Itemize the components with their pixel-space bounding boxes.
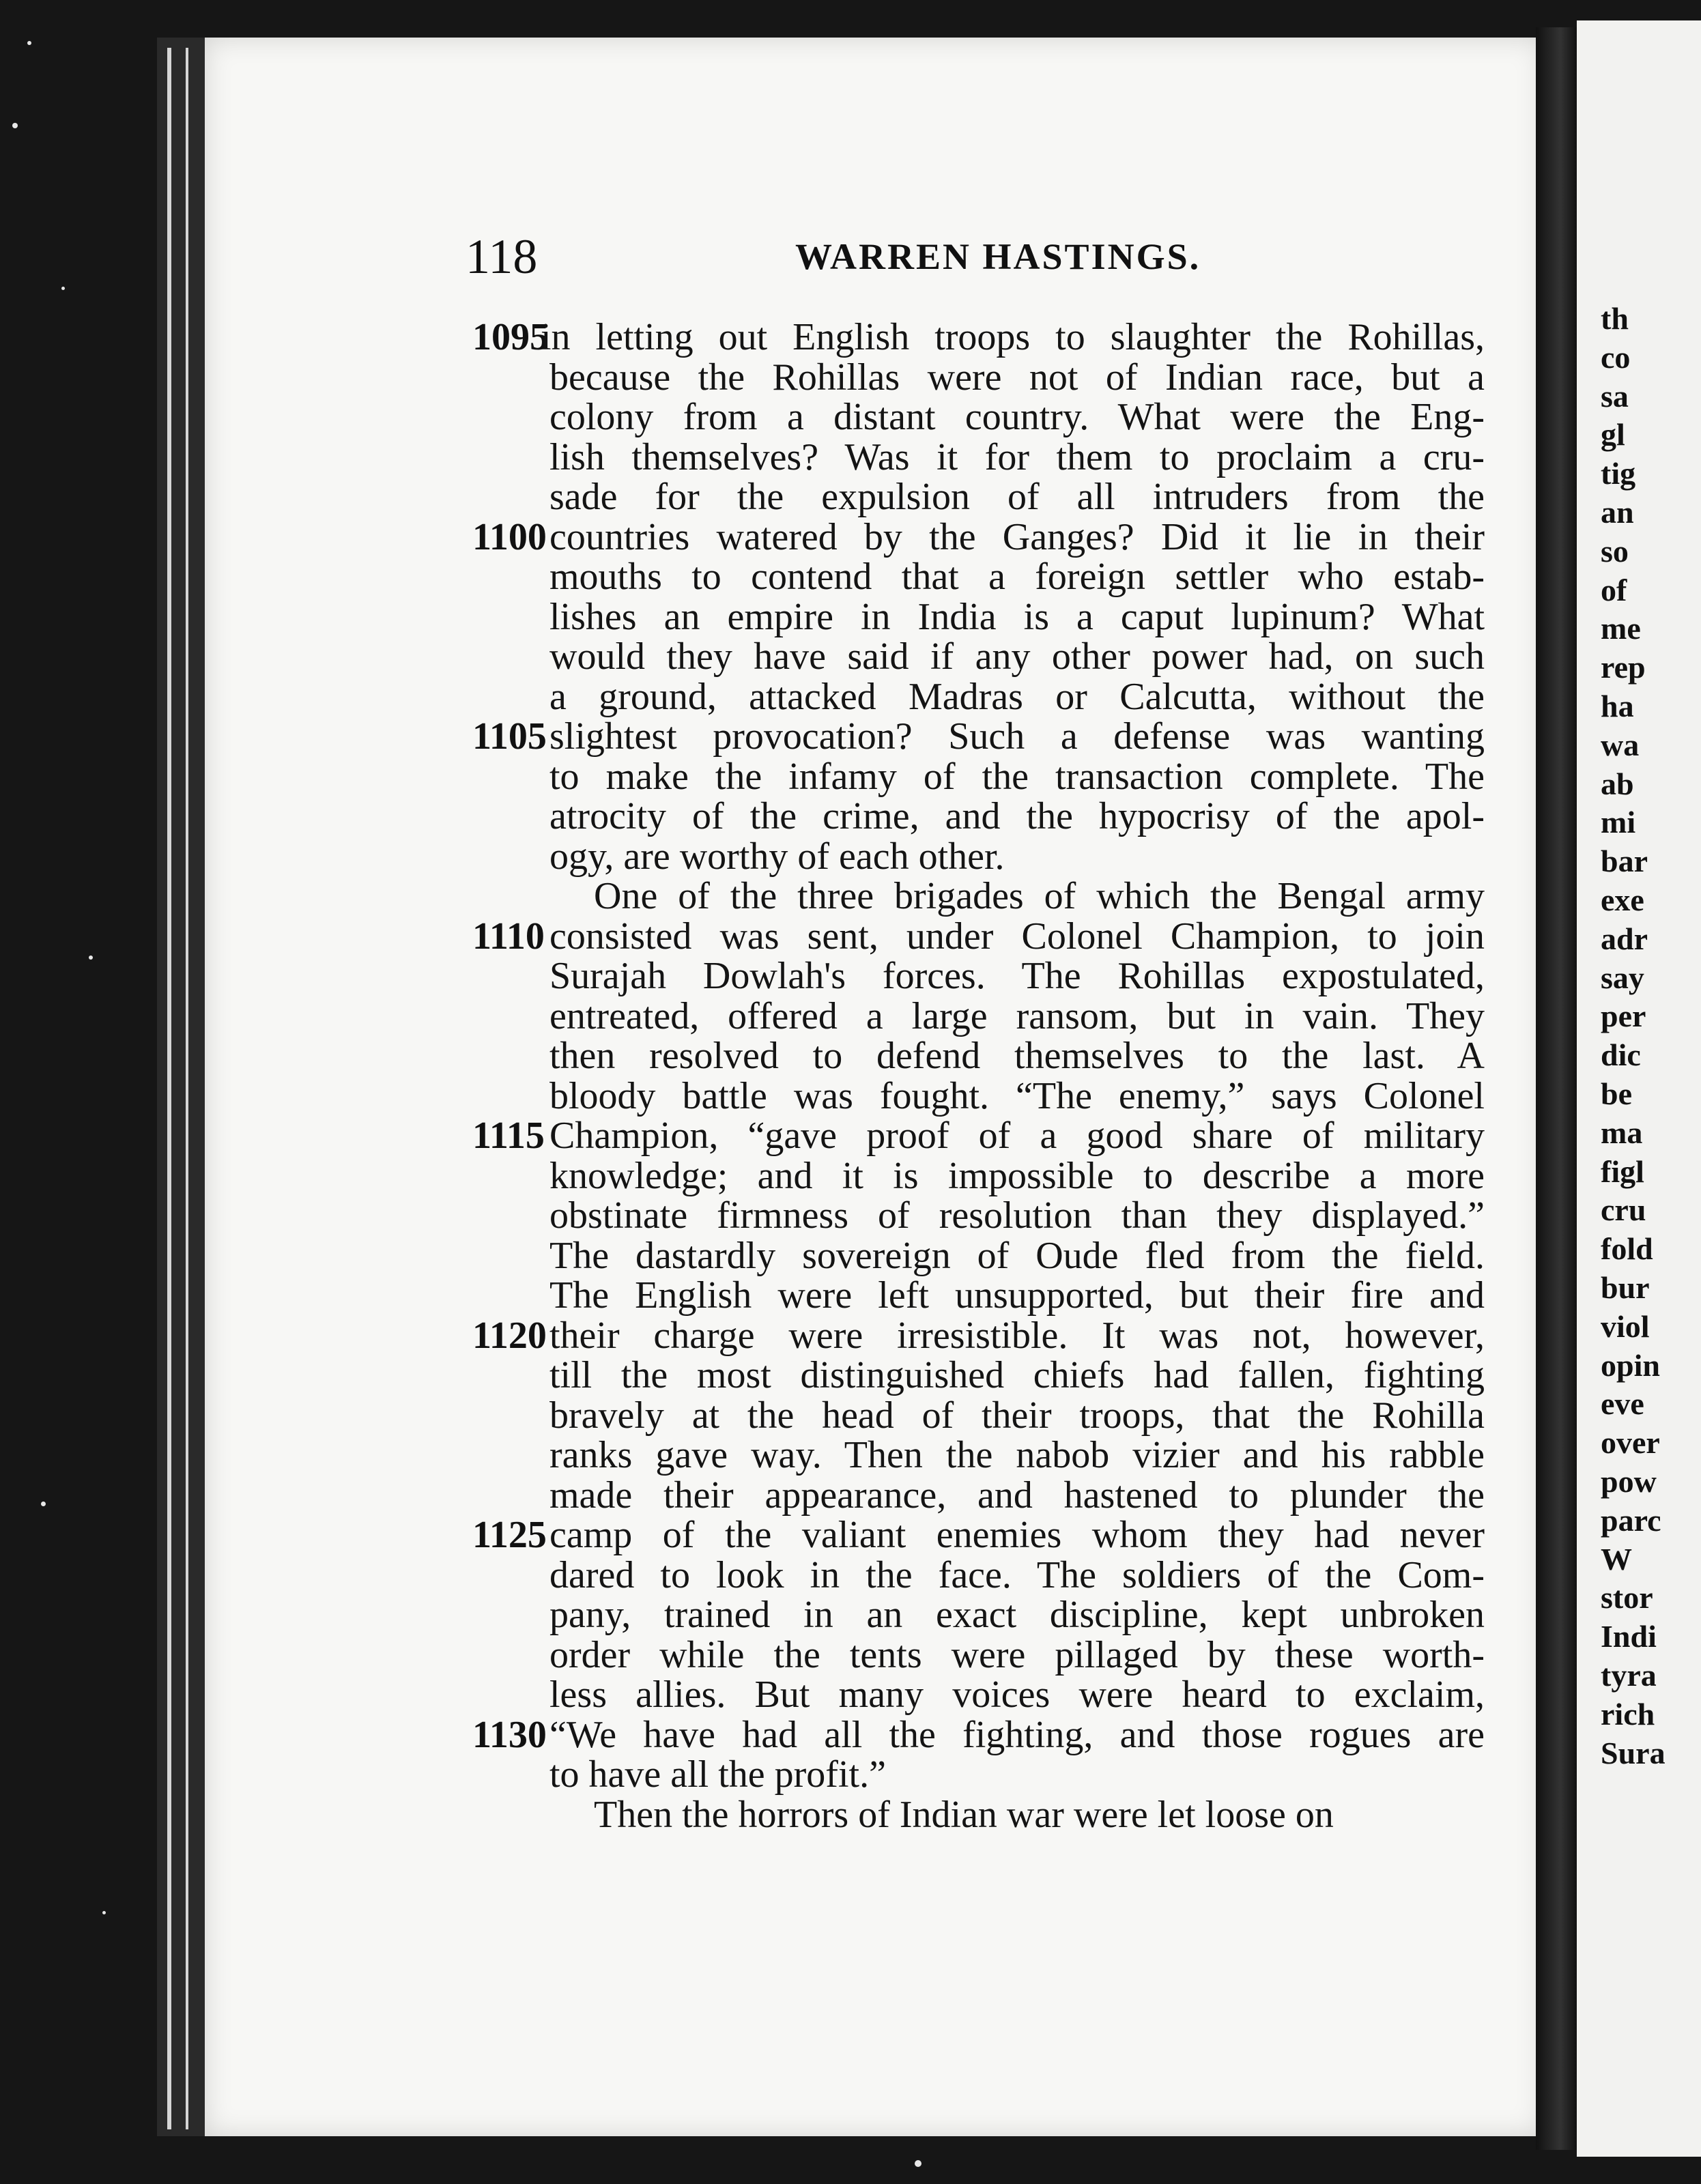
text-line: The English were left unsupported, but their fire and	[549, 1274, 1485, 1317]
scan-speck	[12, 123, 18, 128]
text-line: to have all the profit.”	[549, 1753, 886, 1796]
adjacent-page	[1577, 20, 1701, 2157]
text-line: One of the three brigades of which the Bengal army	[594, 875, 1485, 917]
text-line: then resolved to defend themselves to the last. A	[549, 1035, 1485, 1077]
line-number: 1100	[472, 516, 547, 558]
text-line: ranks gave way. Then the nabob vizier and his rabble	[549, 1434, 1485, 1476]
text-line: atrocity of the crime, and the hypocrisy of the apol-	[549, 795, 1485, 837]
adjacent-page-fragment: cru	[1601, 1192, 1646, 1227]
scan-speck	[915, 2160, 921, 2167]
adjacent-page-fragment: tyra	[1601, 1658, 1657, 1693]
adjacent-page-fragment: an	[1601, 495, 1634, 530]
adjacent-page-fragment: th	[1601, 301, 1629, 336]
binding-edge-line	[167, 48, 171, 2129]
adjacent-page-fragment: bar	[1601, 844, 1648, 878]
text-line: pany, trained in an exact discipline, kept unbroken	[549, 1594, 1485, 1636]
adjacent-page-fragment: wa	[1601, 728, 1640, 762]
text-line: to make the infamy of the transaction complete. The	[549, 756, 1485, 798]
text-line: countries watered by the Ganges? Did it lie in their	[549, 516, 1485, 558]
adjacent-page-fragment: rep	[1601, 650, 1646, 685]
adjacent-page-fragment: so	[1601, 534, 1629, 569]
text-line: a ground, attacked Madras or Calcutta, without the	[549, 676, 1485, 718]
adjacent-page-fragment: Indi	[1601, 1619, 1657, 1654]
text-line: bloody battle was fought. “The enemy,” says Colonel	[549, 1075, 1485, 1117]
adjacent-page-fragment: co	[1601, 340, 1631, 375]
text-line: entreated, offered a large ransom, but in vain. They	[549, 995, 1485, 1037]
scan-speck	[102, 1911, 106, 1914]
text-line: ogy, are worthy of each other.	[549, 835, 1005, 878]
text-line: sade for the expulsion of all intruders from the	[549, 476, 1485, 518]
adjacent-page-fragment: viol	[1601, 1309, 1650, 1344]
text-line: less allies. But many voices were heard to exclaim,	[549, 1673, 1485, 1716]
text-line: Then the horrors of Indian war were let loose on	[594, 1794, 1334, 1836]
line-number: 1120	[472, 1314, 547, 1357]
book-binding	[157, 38, 205, 2136]
text-line: would they have said if any other power had, on such	[549, 635, 1485, 678]
line-number: 1130	[472, 1714, 547, 1756]
adjacent-page-fragment: exe	[1601, 882, 1644, 917]
line-number: 1095	[472, 316, 549, 358]
adjacent-page-fragment: pow	[1601, 1464, 1657, 1499]
text-line: order while the tents were pillaged by these worth-	[549, 1634, 1485, 1676]
adjacent-page-fragment: per	[1601, 998, 1646, 1033]
adjacent-page-fragment: rich	[1601, 1697, 1655, 1732]
adjacent-page-fragment: eve	[1601, 1386, 1644, 1421]
adjacent-page-fragment: figl	[1601, 1154, 1644, 1189]
adjacent-page-fragment: over	[1601, 1425, 1660, 1460]
adjacent-page-fragment: tig	[1601, 456, 1636, 491]
adjacent-page-fragment: stor	[1601, 1580, 1653, 1615]
adjacent-page-fragment: gl	[1601, 417, 1625, 452]
adjacent-page-fragment: sa	[1601, 379, 1629, 414]
line-number: 1110	[472, 915, 545, 958]
adjacent-page-fragment: W	[1601, 1542, 1632, 1577]
page-number: 118	[466, 229, 538, 284]
text-line: camp of the valiant enemies whom they had never	[549, 1514, 1485, 1556]
adjacent-page-fragment: of	[1601, 573, 1627, 607]
line-number: 1105	[472, 715, 547, 758]
adjacent-page-fragment: opin	[1601, 1348, 1660, 1383]
text-line: consisted was sent, under Colonel Champion, to join	[549, 915, 1485, 958]
text-line: made their appearance, and hastened to plunder the	[549, 1474, 1485, 1517]
text-line: knowledge; and it is impossible to describe a more	[549, 1155, 1485, 1197]
adjacent-page-fragment: me	[1601, 611, 1641, 646]
text-line: their charge were irresistible. It was not, however,	[549, 1314, 1485, 1357]
adjacent-page-fragment: Sura	[1601, 1736, 1666, 1770]
line-number: 1115	[472, 1115, 545, 1157]
text-line: slightest provocation? Such a defense was wanting	[549, 715, 1485, 758]
adjacent-page-fragment: ma	[1601, 1115, 1643, 1150]
text-line: mouths to contend that a foreign settler who estab-	[549, 556, 1485, 598]
text-line: because the Rohillas were not of Indian race, but a	[549, 356, 1485, 399]
text-line: lishes an empire in India is a caput lupinum? What	[549, 596, 1485, 638]
page-gutter	[1536, 27, 1577, 2150]
adjacent-page-fragment: dic	[1601, 1037, 1641, 1072]
running-head: WARREN HASTINGS.	[795, 236, 1201, 277]
adjacent-page-fragment: mi	[1601, 805, 1636, 839]
text-line: colony from a distant country. What were the Eng-	[549, 396, 1485, 438]
adjacent-page-fragment: fold	[1601, 1231, 1653, 1266]
adjacent-page-fragment: ha	[1601, 689, 1634, 723]
text-line: in letting out English troops to slaughter the Rohillas,	[541, 316, 1485, 358]
scan-speck	[89, 956, 93, 960]
text-line: “We have had all the fighting, and those rogues are	[549, 1714, 1485, 1756]
scan-speck	[41, 1502, 46, 1506]
text-line: dared to look in the face. The soldiers of the Com-	[549, 1554, 1485, 1596]
text-line: till the most distinguished chiefs had fallen, fighting	[549, 1354, 1485, 1396]
scan-speck	[61, 287, 65, 290]
binding-edge-line	[186, 48, 188, 2129]
text-line: bravely at the head of their troops, that the Rohilla	[549, 1394, 1485, 1437]
line-number: 1125	[472, 1514, 547, 1556]
text-line: The dastardly sovereign of Oude fled from the field.	[549, 1235, 1485, 1277]
scan-speck	[27, 41, 31, 45]
adjacent-page-fragment: say	[1601, 960, 1644, 995]
text-line: Surajah Dowlah's forces. The Rohillas expostulated,	[549, 955, 1485, 997]
text-line: Champion, “gave proof of a good share of military	[549, 1115, 1485, 1157]
adjacent-page-fragment: adr	[1601, 921, 1648, 956]
adjacent-page-fragment: be	[1601, 1076, 1632, 1111]
adjacent-page-fragment: bur	[1601, 1270, 1650, 1305]
text-line: lish themselves? Was it for them to proclaim a cru-	[549, 436, 1485, 478]
adjacent-page-fragment: parc	[1601, 1503, 1661, 1538]
adjacent-page-fragment: ab	[1601, 766, 1634, 801]
text-line: obstinate firmness of resolution than they displayed.”	[549, 1194, 1485, 1237]
